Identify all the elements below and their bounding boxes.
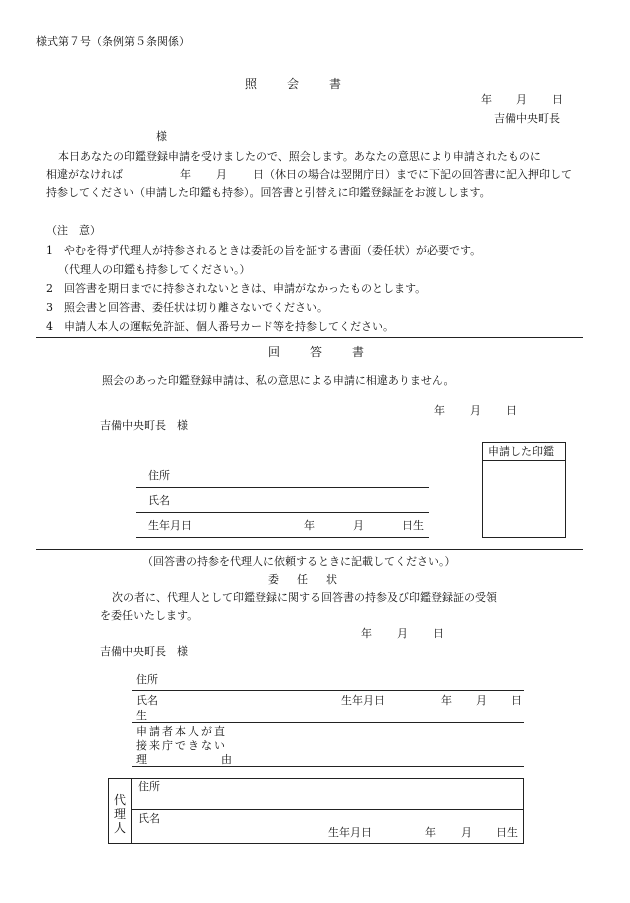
principal-birth-month: 月: [476, 694, 487, 707]
seal-box-header-line: [482, 460, 566, 461]
agent-birth-month: 月: [461, 826, 472, 839]
delegation-date-month: 月: [397, 627, 408, 640]
section-divider-2: [36, 549, 583, 550]
principal-reason-line1: 申請者本人が直: [136, 725, 227, 738]
inquiry-body-line1: 本日あなたの印鑑登録申請を受けましたので、照会します。あなたの意思により申請されたものに: [58, 150, 541, 163]
note-2: 2 回答書を期日までに持参されないときは、申請がなかったものとします。: [46, 282, 427, 295]
inquiry-body-line2-month: 月: [216, 168, 227, 181]
reply-address-label: 住所: [148, 469, 170, 482]
inquiry-body-line2-a: 相違がなければ: [46, 168, 123, 181]
reply-birth-day: 日生: [402, 519, 424, 532]
delegation-body-line1: 次の者に、代理人として印鑑登録に関する回答書の持参及び印鑑登録証の受領: [112, 591, 497, 604]
principal-birth-suffix: 生: [136, 709, 147, 722]
agent-table-divider: [131, 778, 132, 843]
reply-name-line: [136, 512, 429, 513]
agent-address-line: [131, 809, 523, 810]
principal-reason-line3a: 理: [136, 753, 147, 766]
reply-date-year: 年: [434, 404, 445, 417]
inquiry-body-line2-year: 年: [180, 168, 191, 181]
reply-date-day: 日: [506, 404, 517, 417]
inquiry-addressee-suffix: 様: [156, 130, 167, 143]
principal-address-label: 住所: [136, 673, 158, 686]
delegation-date-year: 年: [361, 627, 372, 640]
delegation-date-day: 日: [433, 627, 444, 640]
notes-heading: （注 意）: [46, 224, 101, 237]
principal-name-label: 氏名: [136, 694, 158, 707]
proxy-note: （回答書の持参を代理人に依頼するときに記載してください。）: [142, 555, 456, 568]
delegation-addressee: 吉備中央町長 様: [100, 645, 188, 658]
inquiry-title: 照会書: [245, 77, 372, 91]
principal-reason-line3b: 由: [221, 753, 232, 766]
section-divider-1: [36, 337, 583, 338]
note-1: 1 やむを得ず代理人が持参されるときは委託の旨を証する書面（委任状）が必要です。: [46, 244, 482, 257]
agent-birth-year: 年: [425, 826, 436, 839]
reply-birth-month: 月: [353, 519, 364, 532]
seal-box-label: 申請した印鑑: [488, 445, 554, 458]
reply-title: 回答書: [268, 345, 395, 359]
agent-side-label: 代理人: [114, 793, 127, 835]
inquiry-issuer: 吉備中央町長: [494, 112, 560, 125]
inquiry-date-day: 日: [552, 93, 563, 106]
agent-birth-day: 日生: [496, 826, 518, 839]
reply-address-line: [136, 487, 429, 488]
agent-address-label: 住所: [138, 780, 160, 793]
principal-address-line: [132, 690, 524, 691]
delegation-title: 委任状: [268, 573, 355, 586]
note-3: 3 照会書と回答書、委任状は切り離さないでください。: [46, 301, 328, 314]
inquiry-body-line2-b: 日（休日の場合は翌開庁日）までに下記の回答書に記入押印して: [253, 168, 572, 181]
reply-statement: 照会のあった印鑑登録申請は、私の意思による申請に相違ありません。: [102, 374, 455, 387]
form-number-label: 様式第７号（条例第５条関係）: [36, 35, 190, 48]
reply-birth-line: [136, 537, 429, 538]
reply-name-label: 氏名: [148, 494, 170, 507]
agent-name-label: 氏名: [138, 812, 160, 825]
note-4: 4 申請人本人の運転免許証、個人番号カード等を持参してください。: [46, 320, 394, 333]
reply-birth-year: 年: [304, 519, 315, 532]
delegation-body-line2: を委任いたします。: [100, 609, 199, 622]
principal-name-line: [132, 722, 524, 723]
principal-reason-line2: 接来庁できない: [136, 739, 227, 752]
reply-birth-label: 生年月日: [148, 519, 192, 532]
note-1-sub: （代理人の印鑑も持参してください。）: [58, 263, 251, 276]
principal-birth-day: 日: [511, 694, 522, 707]
inquiry-date-month: 月: [516, 93, 527, 106]
reply-date-month: 月: [470, 404, 481, 417]
inquiry-date-year: 年: [481, 93, 492, 106]
principal-reason-line: [132, 766, 524, 767]
agent-birth-label: 生年月日: [328, 826, 372, 839]
inquiry-body-line3: 持参してください（申請した印鑑も持参）。回答書と引替えに印鑑登録証をお渡しします。: [46, 186, 491, 199]
principal-birth-label: 生年月日: [341, 694, 385, 707]
principal-birth-year: 年: [441, 694, 452, 707]
reply-addressee: 吉備中央町長 様: [100, 419, 188, 432]
